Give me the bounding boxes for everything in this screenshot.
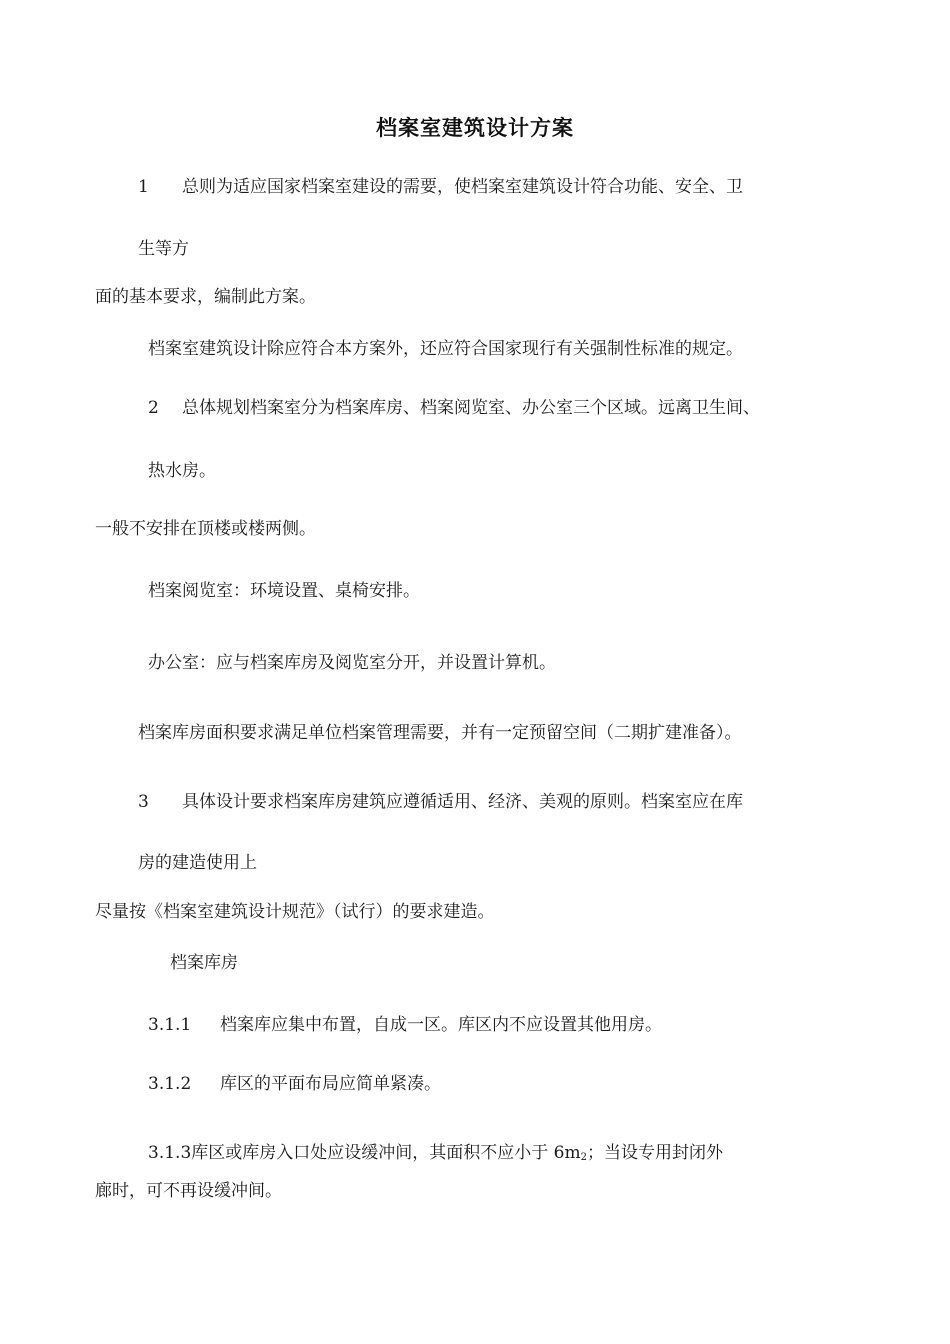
clause-3-1-2-text: 库区的平面布局应简单紧凑。 — [220, 1074, 441, 1094]
section-3-line-3: 尽量按《档案室建筑设计规范》（试行）的要求建造。 — [95, 902, 495, 922]
section-1-line-1: 总则为适应国家档案室建设的需要，使档案室建筑设计符合功能、安全、卫 — [182, 177, 743, 197]
clause-3-1-3-text-b: ；当设专用封闭外 — [586, 1143, 723, 1163]
reading-room-text: 档案阅览室：环境设置、桌椅安排。 — [148, 581, 420, 601]
section-2-line-1: 总体规划档案室分为档案库房、档案阅览室、办公室三个区域。远离卫生间、 — [182, 398, 760, 418]
section-3-line-2: 房的建造使用上 — [138, 853, 257, 873]
office-text: 办公室：应与档案库房及阅览室分开，并设置计算机。 — [148, 653, 556, 673]
page-title: 档案室建筑设计方案 — [376, 116, 574, 140]
clause-3-1-2-number: 3.1.2 — [148, 1074, 192, 1094]
clause-3-1-3-text-a: 3.1.3库区或库房入口处应设缓冲间，其面积不应小于 6m — [148, 1143, 581, 1163]
section-2-line-2: 热水房。 — [148, 461, 216, 481]
section-3-number: 3 — [138, 792, 149, 812]
storage-area-text: 档案库房面积要求满足单位档案管理需要，并有一定预留空间（二期扩建准备）。 — [138, 723, 742, 743]
section-1-number: 1 — [138, 177, 149, 197]
clause-3-1-1-text: 档案库应集中布置，自成一区。库区内不应设置其他用房。 — [220, 1015, 662, 1035]
section-3-line-1: 具体设计要求档案库房建筑应遵循适用、经济、美观的原则。档案室应在库 — [182, 792, 743, 812]
clause-3-1-3-line-2: 廊时，可不再设缓冲间。 — [95, 1181, 282, 1201]
section-1-line-2: 生等方 — [138, 239, 189, 259]
clause-3-1-3-line-1 — [148, 1142, 723, 1169]
subsection-heading: 档案库房 — [170, 953, 238, 973]
section-2-line-3: 一般不安排在顶楼或楼两侧。 — [95, 519, 316, 539]
section-1-line-3: 面的基本要求，编制此方案。 — [95, 287, 316, 307]
section-1-paragraph-2: 档案室建筑设计除应符合本方案外，还应符合国家现行有关强制性标准的规定。 — [148, 339, 743, 359]
section-2-number: 2 — [148, 398, 159, 418]
clause-3-1-1-number: 3.1.1 — [148, 1015, 192, 1035]
area-unit-subscript: 2 — [580, 1152, 587, 1163]
